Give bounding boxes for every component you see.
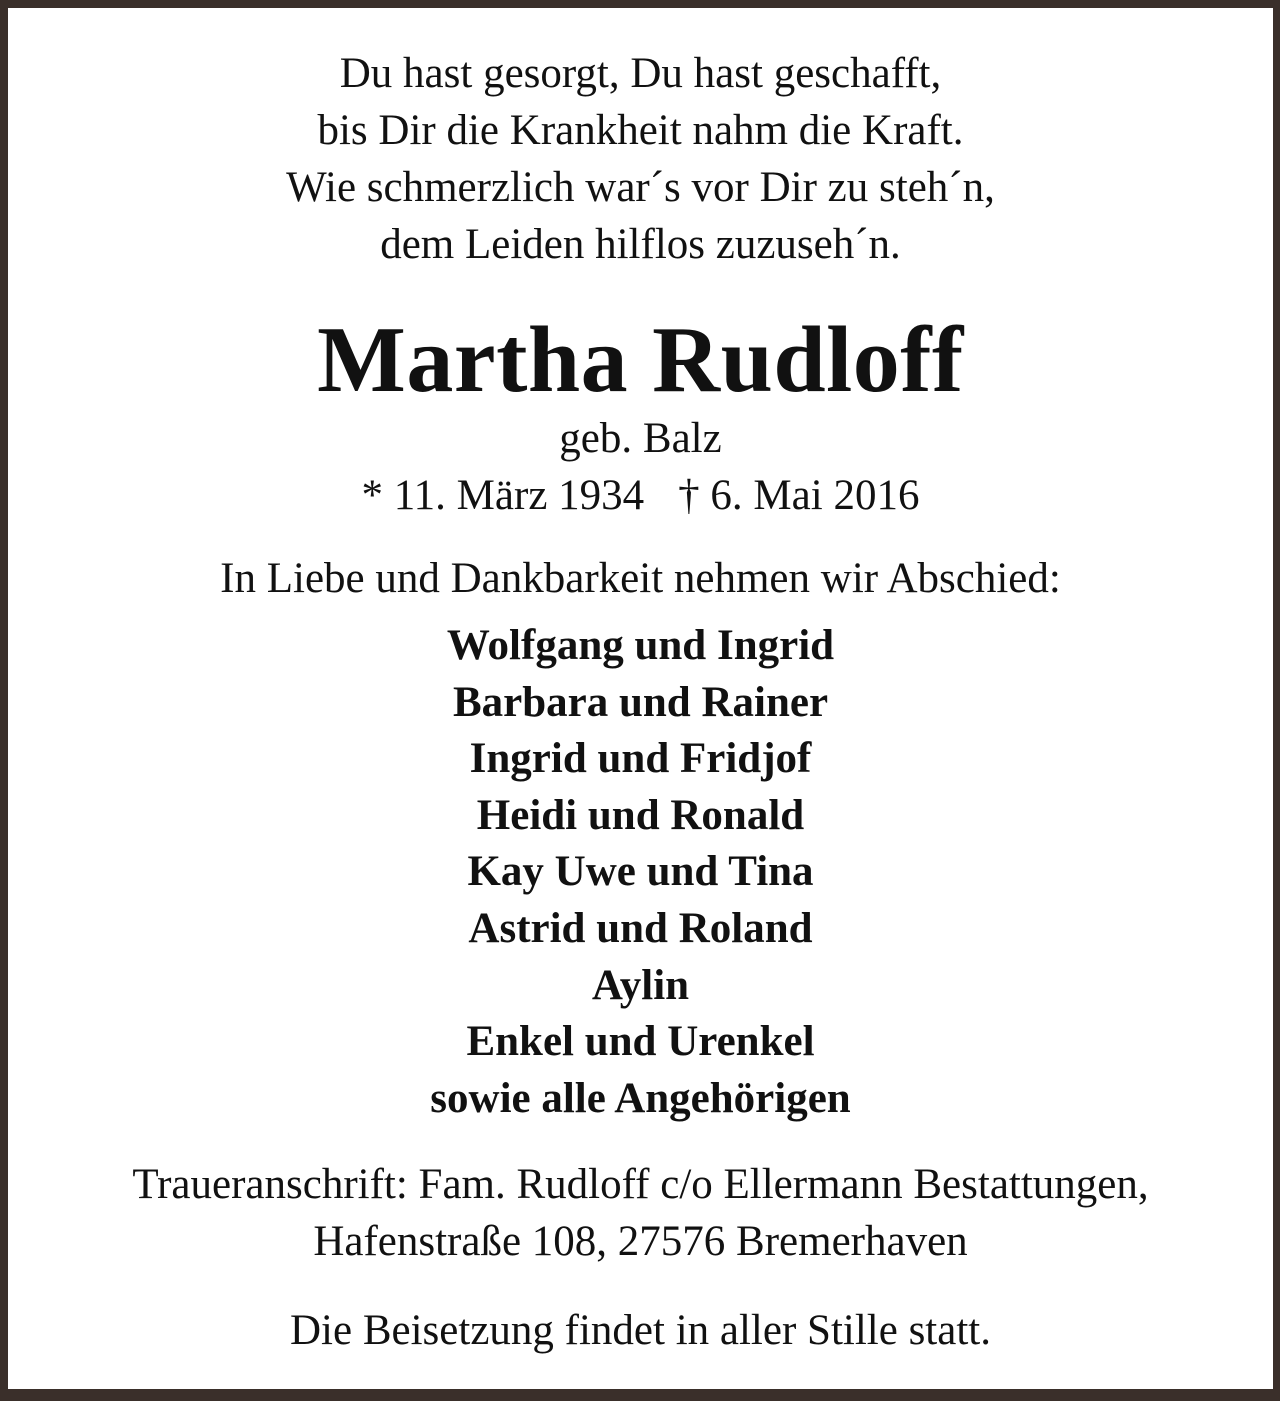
mourner-line: Heidi und Ronald [476,792,805,839]
mourner-line: Enkel und Urenkel [466,1018,815,1065]
burial-note: Die Beisetzung findet in aller Stille statt. [290,1307,991,1354]
farewell-intro: In Liebe und Dankbarkeit nehmen wir Abschied: [220,555,1061,602]
deceased-name: Martha Rudloff [317,308,964,412]
mourner-line: Kay Uwe und Tina [467,848,814,895]
poem-line: bis Dir die Krankheit nahm die Kraft. [317,107,964,154]
mourner-line: Aylin [591,962,690,1009]
death-date: † 6. Mai 2016 [678,472,920,519]
maiden-name: geb. Balz [559,415,722,462]
poem-line: Wie schmerzlich war´s vor Dir zu steh´n, [286,164,995,211]
mourner-line: Astrid und Roland [468,905,813,952]
poem-line: Du hast gesorgt, Du hast geschafft, [339,50,942,97]
mourner-line: Barbara und Rainer [452,679,829,726]
mourner-line: Wolfgang und Ingrid [446,622,835,669]
mourner-line: Ingrid und Fridjof [469,735,812,782]
mourning-address: Traueranschrift: Fam. Rudloff c/o Ellermann Bestattungen, [132,1161,1149,1208]
birth-date: * 11. März 1934 [361,472,645,519]
mourning-address: Hafenstraße 108, 27576 Bremerhaven [313,1218,968,1265]
life-dates [8,468,1273,524]
poem-line: dem Leiden hilflos zuzuseh´n. [380,221,901,268]
mourner-line: sowie alle Angehörigen [430,1075,851,1122]
